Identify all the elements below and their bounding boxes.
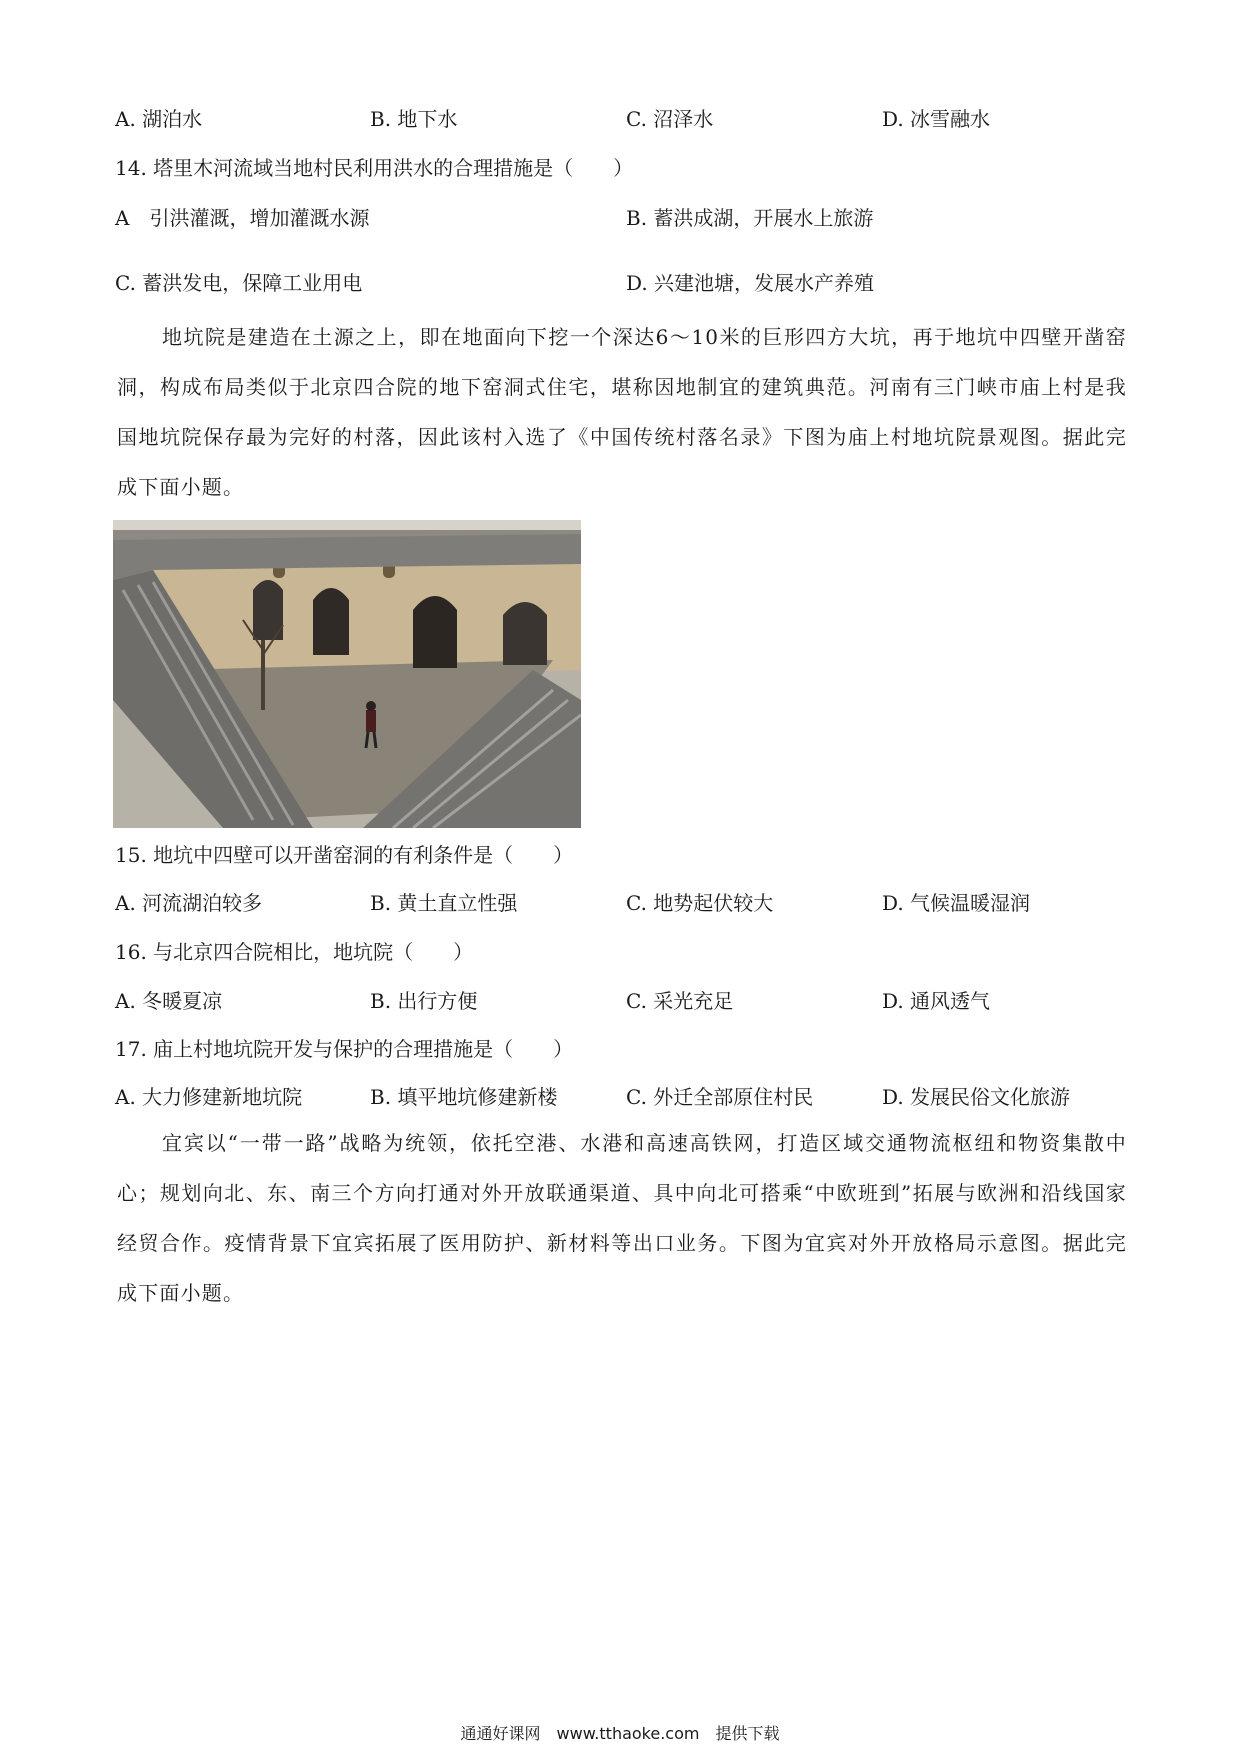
- dikengyuan-photo: [113, 520, 581, 828]
- q13-option-d: D. 冰雪融水: [882, 107, 991, 131]
- q15-option-a: A. 河流湖泊较多: [115, 891, 263, 915]
- q16-option-c: C. 采光充足: [626, 989, 734, 1013]
- q16-stem: 16. 与北京四合院相比，地坑院（ ）: [115, 940, 474, 964]
- q13-option-a: A. 湖泊水: [115, 107, 203, 131]
- q14-option-d: D. 兴建池塘，发展水产养殖: [626, 271, 875, 295]
- q17-option-d: D. 发展民俗文化旅游: [882, 1085, 1071, 1109]
- page-footer: 通通好课网 www.tthaoke.com 提供下载: [460, 1724, 780, 1743]
- q17-stem: 17. 庙上村地坑院开发与保护的合理措施是（ ）: [115, 1037, 574, 1061]
- passage-dikengyuan: 地坑院是建造在土源之上，即在地面向下挖一个深达6～10米的巨形四方大坑，再于地坑中四壁开凿窑洞，构成布局类似于北京四合院的地下窑洞式住宅，堪称因地制宜的建筑典范。河南有三门峡市庙上村是我国地坑院保存最为完好的村落，因此该村入选了《中国传统村落名录》下图为庙上村地坑院景观图。据此完成下面小题。: [117, 325, 1127, 499]
- q14-option-a: A 引洪灌溉，增加灌溉水源: [115, 206, 370, 230]
- q14-stem: 14. 塔里木河流域当地村民利用洪水的合理措施是（ ）: [115, 156, 634, 180]
- q15-stem: 15. 地坑中四壁可以开凿窑洞的有利条件是（ ）: [115, 843, 574, 867]
- passage-yibin: 宜宾以“一带一路”战略为统领，依托空港、水港和高速高铁网，打造区域交通物流枢纽和物资集散中心；规划向北、东、南三个方向打通对外开放联通渠道、具中向北可搭乘“中欧班到”拓展与欧洲和沿线国家经贸合作。疫情背景下宜宾拓展了医用防护、新材料等出口业务。下图为宜宾对外开放格局示意图。据此完成下面小题。: [117, 1131, 1127, 1305]
- q13-option-c: C. 沼泽水: [626, 107, 714, 131]
- q16-option-b: B. 出行方便: [370, 989, 478, 1013]
- q14-option-c: C. 蓄洪发电，保障工业用电: [115, 271, 363, 295]
- q17-option-b: B. 填平地坑修建新楼: [370, 1085, 558, 1109]
- q17-option-a: A. 大力修建新地坑院: [115, 1085, 303, 1109]
- q16-option-d: D. 通风透气: [882, 989, 991, 1013]
- q15-option-d: D. 气候温暖湿润: [882, 891, 1031, 915]
- q13-option-b: B. 地下水: [370, 107, 458, 131]
- q15-option-b: B. 黄土直立性强: [370, 891, 518, 915]
- q14-option-b: B. 蓄洪成湖，开展水上旅游: [626, 206, 874, 230]
- q16-option-a: A. 冬暖夏凉: [115, 989, 223, 1013]
- courtyard-image: [113, 520, 581, 828]
- q17-option-c: C. 外迁全部原住村民: [626, 1085, 814, 1109]
- q15-option-c: C. 地势起伏较大: [626, 891, 774, 915]
